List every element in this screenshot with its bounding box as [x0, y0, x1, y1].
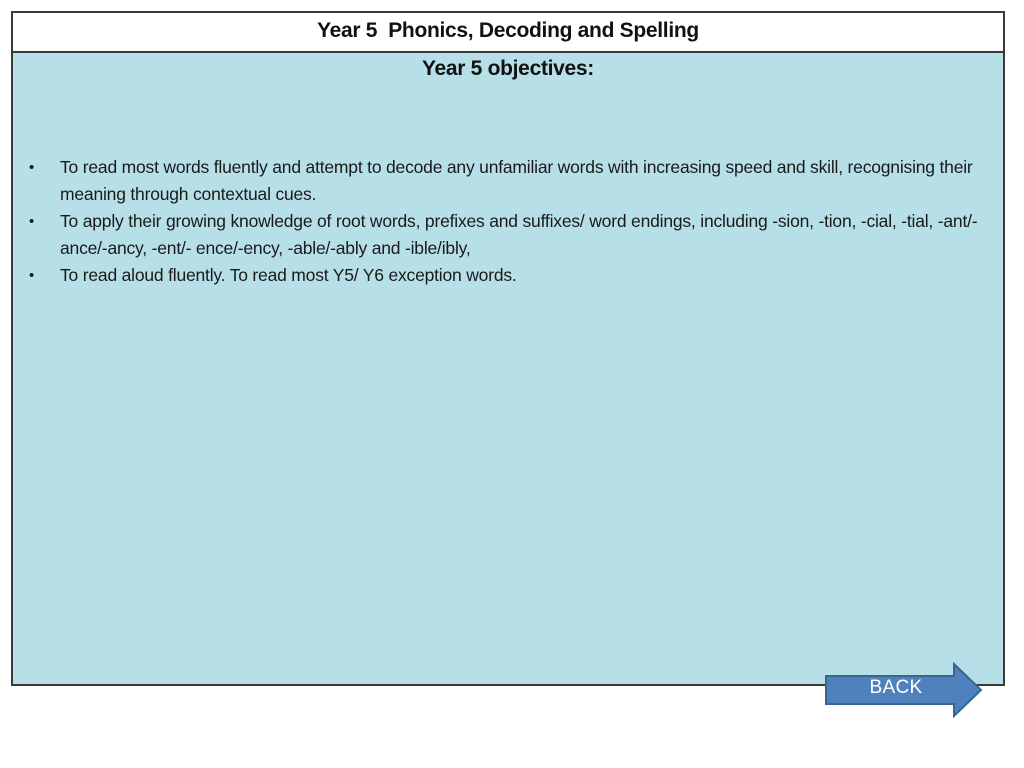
objective-text: To read aloud fluently. To read most Y5/ Y6 exception words. — [60, 265, 517, 285]
list-item — [27, 262, 989, 289]
objectives-heading: Year 5 objectives: — [421, 57, 595, 80]
objective-text: To apply their growing knowledge of root words, prefixes and suffixes/ word endings, including -sion, -tion, -cial, -tial, -ant/-ance/-ancy, -ent/- ence/-ency, -able/-ably and -ible/ibly, — [60, 211, 978, 258]
objectives-panel — [11, 53, 1005, 686]
list-item — [27, 208, 989, 262]
list-item — [27, 154, 989, 208]
bullet-icon: • — [29, 213, 35, 230]
bullet-icon: • — [29, 267, 35, 284]
objectives-list — [27, 154, 989, 289]
back-button-label: BACK — [869, 677, 923, 698]
objective-text: To read most words fluently and attempt to decode any unfamiliar words with increasing speed and skill, recognising their meaning through contextual cues. — [60, 157, 973, 204]
bullet-icon: • — [29, 159, 35, 176]
title-bar — [11, 11, 1005, 53]
page-title: Year 5 Phonics, Decoding and Spelling — [317, 19, 699, 42]
back-button[interactable] — [824, 662, 984, 718]
